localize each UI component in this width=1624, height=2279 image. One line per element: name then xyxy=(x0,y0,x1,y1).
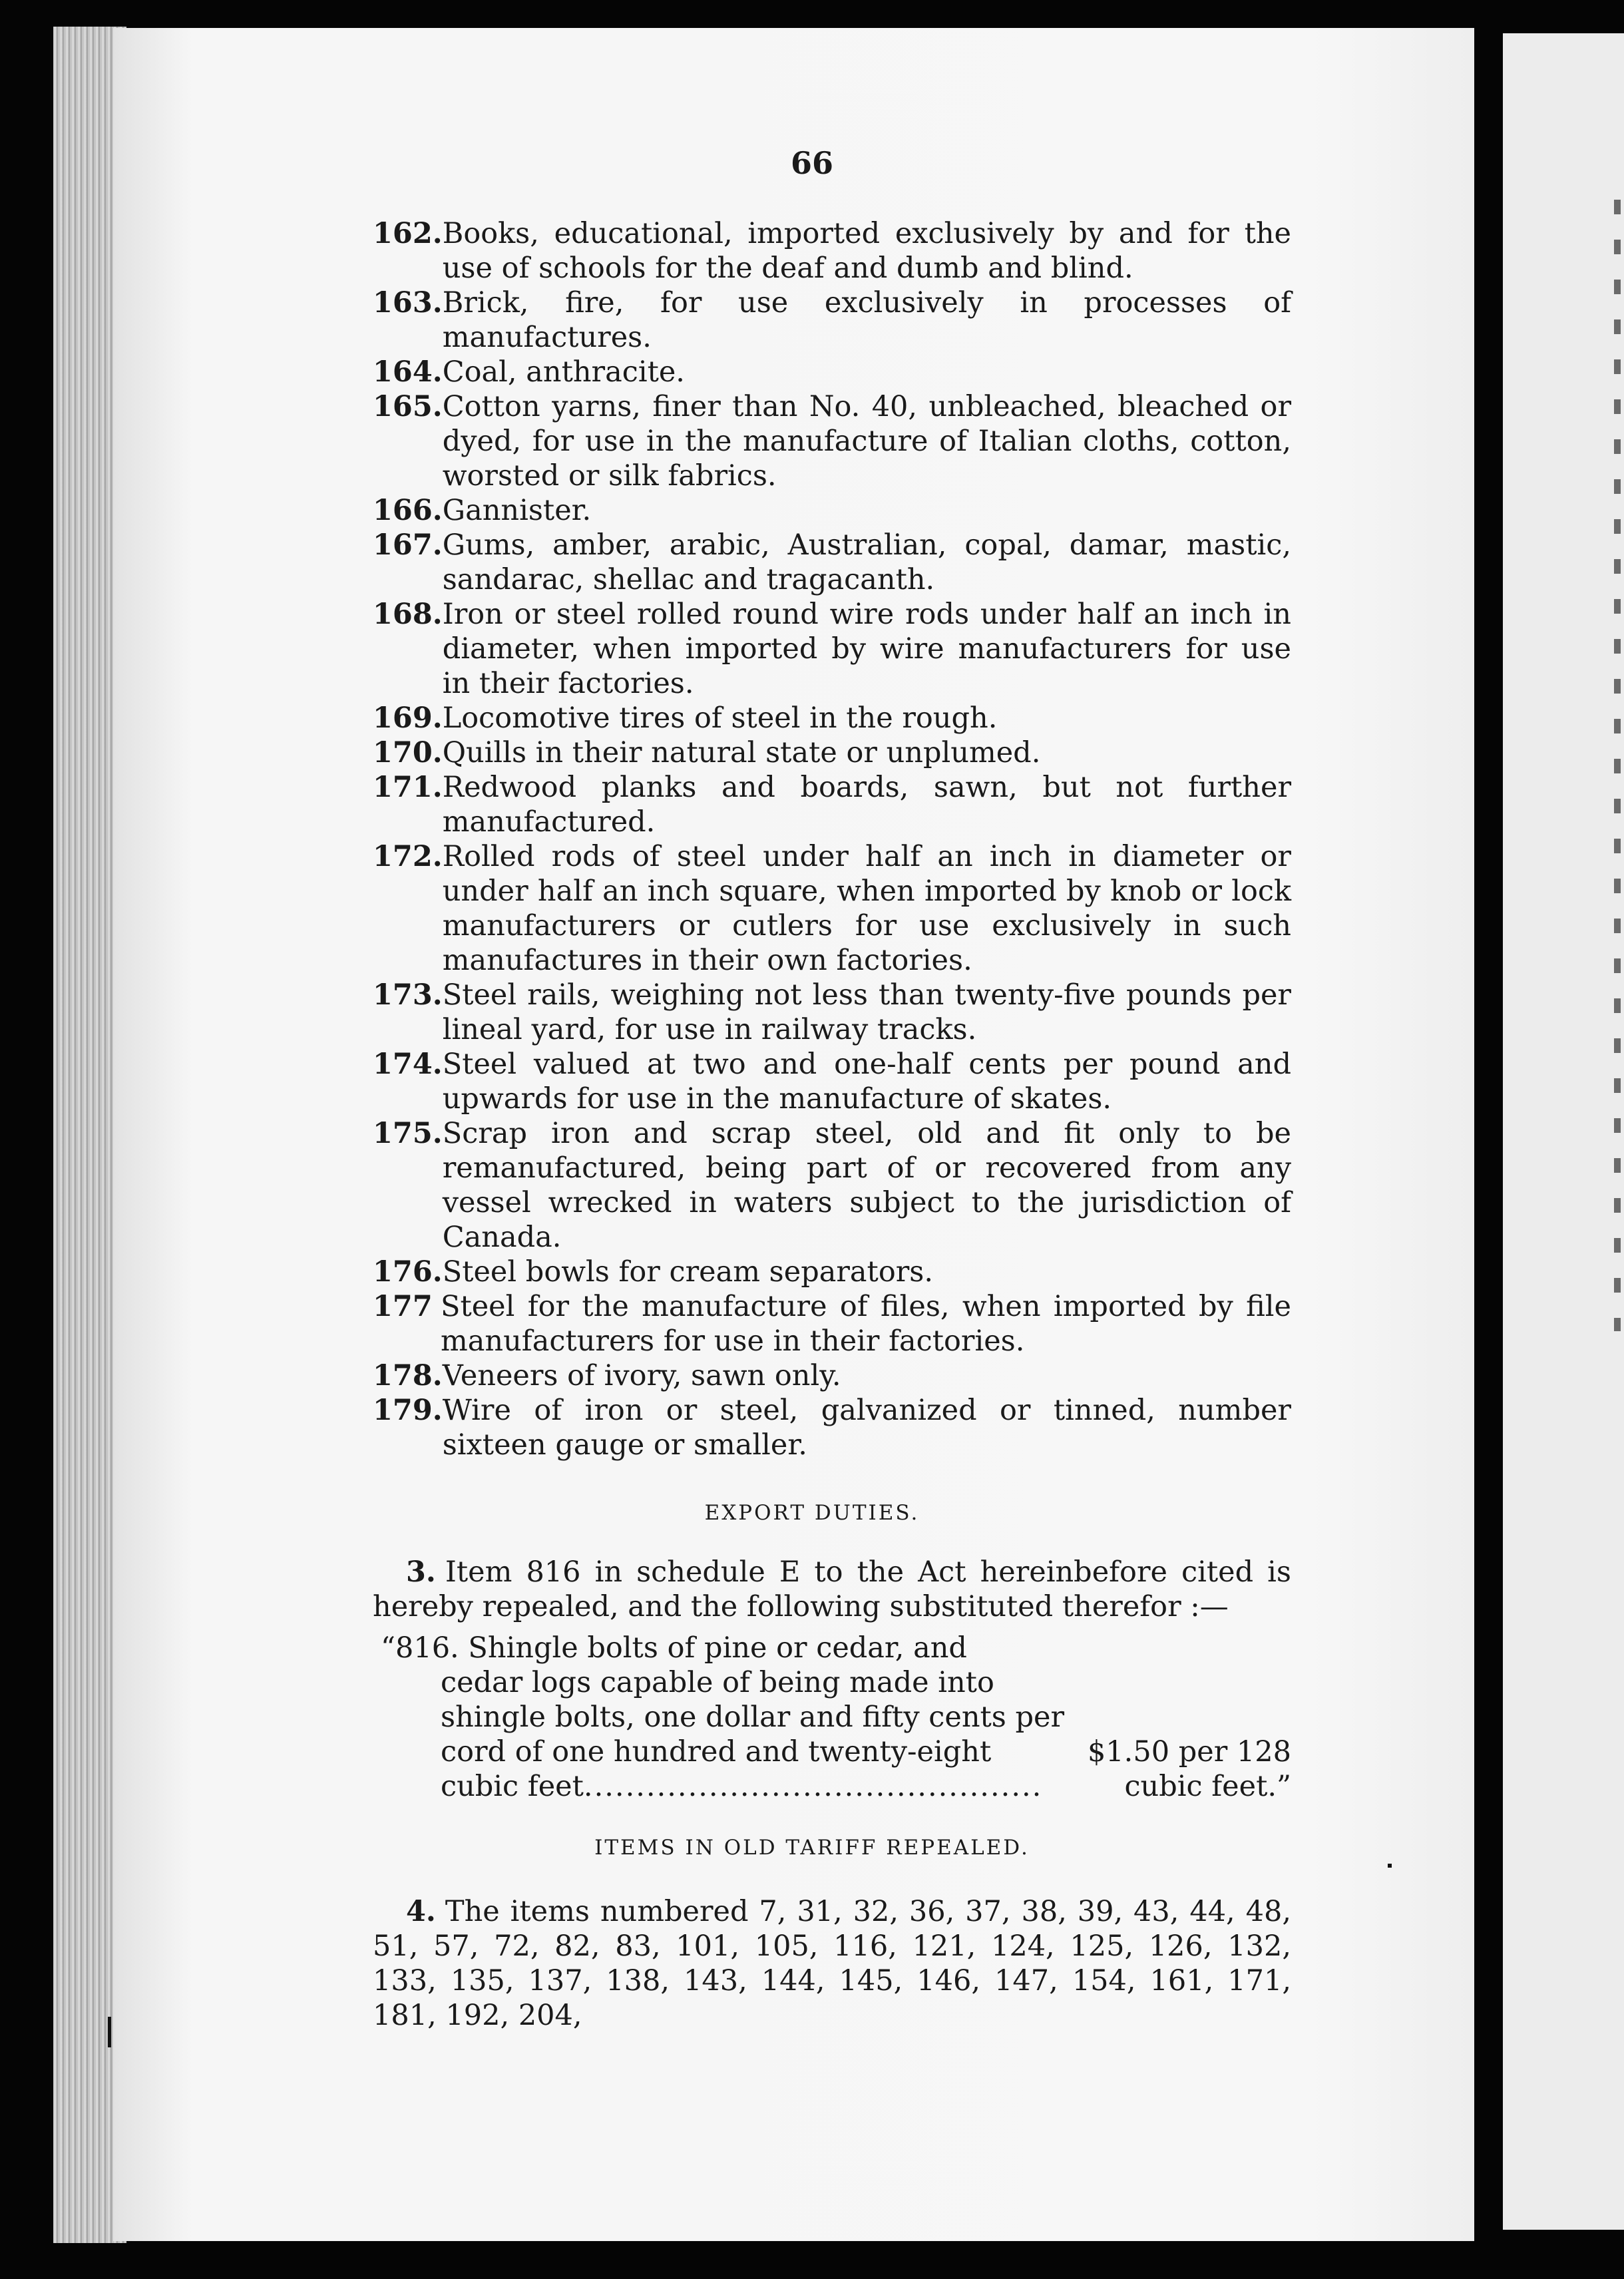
item-number: 171. xyxy=(373,771,443,804)
item-text: Redwood planks and boards, sawn, but not further manufactured. xyxy=(442,771,1291,839)
list-item xyxy=(373,355,1291,389)
item-number: 162. xyxy=(373,217,443,250)
item-number: 170. xyxy=(373,736,443,769)
item-number: 172. xyxy=(373,840,443,873)
list-item xyxy=(373,389,1291,493)
stray-ink-mark xyxy=(1388,1864,1392,1868)
list-item xyxy=(373,839,1291,978)
list-item xyxy=(373,770,1291,839)
item-number: 168. xyxy=(373,598,443,631)
item-number: 165. xyxy=(373,390,443,423)
item-text: Locomotive tires of steel in the rough. xyxy=(442,702,998,735)
item-number: 167. xyxy=(373,528,443,562)
list-item xyxy=(373,493,1291,528)
facing-page-edge xyxy=(1503,33,1624,2230)
list-item xyxy=(373,1255,1291,1289)
stray-ink-mark xyxy=(108,2017,111,2047)
item-number: 177 xyxy=(373,1290,433,1323)
list-item xyxy=(373,978,1291,1047)
item-number: 176. xyxy=(373,1255,443,1289)
repealed-items-heading: ITEMS IN OLD TARIFF REPEALED. xyxy=(594,1836,1030,1860)
list-item xyxy=(373,528,1291,597)
item-text: Scrap iron and scrap steel, old and fit only to be remanufactured, being part of or recovered from any vessel wrecked in waters subject to the jurisdiction of Canada. xyxy=(442,1117,1291,1254)
item-text: Steel rails, weighing not less than twenty-five pounds per lineal yard, for use in railway tracks. xyxy=(442,978,1291,1046)
item-number: 169. xyxy=(373,702,443,735)
item-text: Quills in their natural state or unplumed. xyxy=(442,736,1041,769)
item-number: 178. xyxy=(373,1359,443,1392)
list-item xyxy=(373,1116,1291,1255)
schedule-line: “816. Shingle bolts of pine or cedar, and xyxy=(381,1631,967,1665)
item-text: Coal, anthracite. xyxy=(442,355,685,389)
item-text: Rolled rods of steel under half an inch in diameter or under half an inch square, when imported by knob or lock manufacturers or cutlers for use exclusively in such manufactures in their own factories. xyxy=(442,840,1291,977)
facing-page-text-edge xyxy=(1614,200,1621,1331)
list-item xyxy=(373,597,1291,701)
section-text: Item 816 in schedule E to the Act hereinbefore cited is hereby repealed, and the following substituted therefor :— xyxy=(373,1555,1291,1623)
export-duties-heading: EXPORT DUTIES. xyxy=(704,1501,920,1525)
item-text: Veneers of ivory, sawn only. xyxy=(442,1359,841,1392)
item-text: Steel valued at two and one-half cents per pound and upwards for use in the manufacture of skates. xyxy=(442,1048,1291,1116)
item-number: 179. xyxy=(373,1394,443,1427)
dot-leader: ............................................ xyxy=(583,1770,1043,1803)
list-item xyxy=(373,1289,1291,1358)
item-text: Steel for the manufacture of files, when imported by file manufacturers for use in their factories. xyxy=(441,1290,1291,1358)
list-item xyxy=(373,1393,1291,1462)
item-text: Gannister. xyxy=(442,494,592,527)
section-text: The items numbered 7, 31, 32, 36, 37, 38, 39, 43, 44, 48, 51, 57, 72, 82, 83, 101, 105, 116, 121, 124, 125, 126, 132, 133, 135, 137, 138, 143, 144, 145, 146, 147, 154, 161, 171, 181, 192, 204, xyxy=(373,1895,1291,2032)
schedule-line: shingle bolts, one dollar and fifty cents per xyxy=(441,1701,1065,1734)
list-item xyxy=(373,701,1291,735)
item-text: Iron or steel rolled round wire rods under half an inch in diameter, when imported by wire manufacturers for use in their factories. xyxy=(442,598,1291,700)
list-item xyxy=(373,216,1291,286)
item-text: Gums, amber, arabic, Australian, copal, damar, mastic, sandarac, shellac and tragacanth. xyxy=(442,528,1291,596)
item-text: Books, educational, imported exclusively by and for the use of schools for the deaf and dumb and blind. xyxy=(442,217,1291,285)
item-text: Steel bowls for cream separators. xyxy=(442,1255,934,1289)
item-number: 175. xyxy=(373,1117,443,1150)
list-item xyxy=(373,286,1291,355)
list-item xyxy=(373,1358,1291,1393)
schedule-line-last xyxy=(373,1769,1085,1804)
schedule-line: cubic feet xyxy=(441,1770,584,1803)
item-number: 163. xyxy=(373,286,443,319)
section-number: 4. xyxy=(406,1895,436,1928)
section-3-paragraph xyxy=(373,1555,1291,1624)
item-number: 173. xyxy=(373,978,443,1012)
rate-line: cubic feet.” xyxy=(1124,1770,1291,1803)
item-number: 164. xyxy=(373,355,443,389)
item-text: Cotton yarns, finer than No. 40, unbleached, bleached or dyed, for use in the manufacture of Italian cloths, cotton, worsted or silk fabrics. xyxy=(442,390,1291,493)
schedule-entry-816 xyxy=(373,1631,1291,1804)
page-number: 66 xyxy=(790,145,833,181)
schedule-description xyxy=(373,1631,1085,1804)
item-list xyxy=(373,216,1291,1462)
item-number: 174. xyxy=(373,1048,443,1081)
section-4-paragraph xyxy=(373,1894,1291,2033)
schedule-rate xyxy=(1085,1631,1291,1804)
schedule-line: cord of one hundred and twenty-eight xyxy=(441,1735,992,1768)
schedule-line: cedar logs capable of being made into xyxy=(441,1666,994,1699)
list-item xyxy=(373,735,1291,770)
item-text: Brick, fire, for use exclusively in processes of manufactures. xyxy=(442,286,1291,354)
section-number: 3. xyxy=(406,1555,436,1589)
list-item xyxy=(373,1047,1291,1116)
item-number: 166. xyxy=(373,494,443,527)
item-text: Wire of iron or steel, galvanized or tinned, number sixteen gauge or smaller. xyxy=(442,1394,1291,1462)
rate-line: $1.50 per 128 xyxy=(1087,1735,1291,1768)
